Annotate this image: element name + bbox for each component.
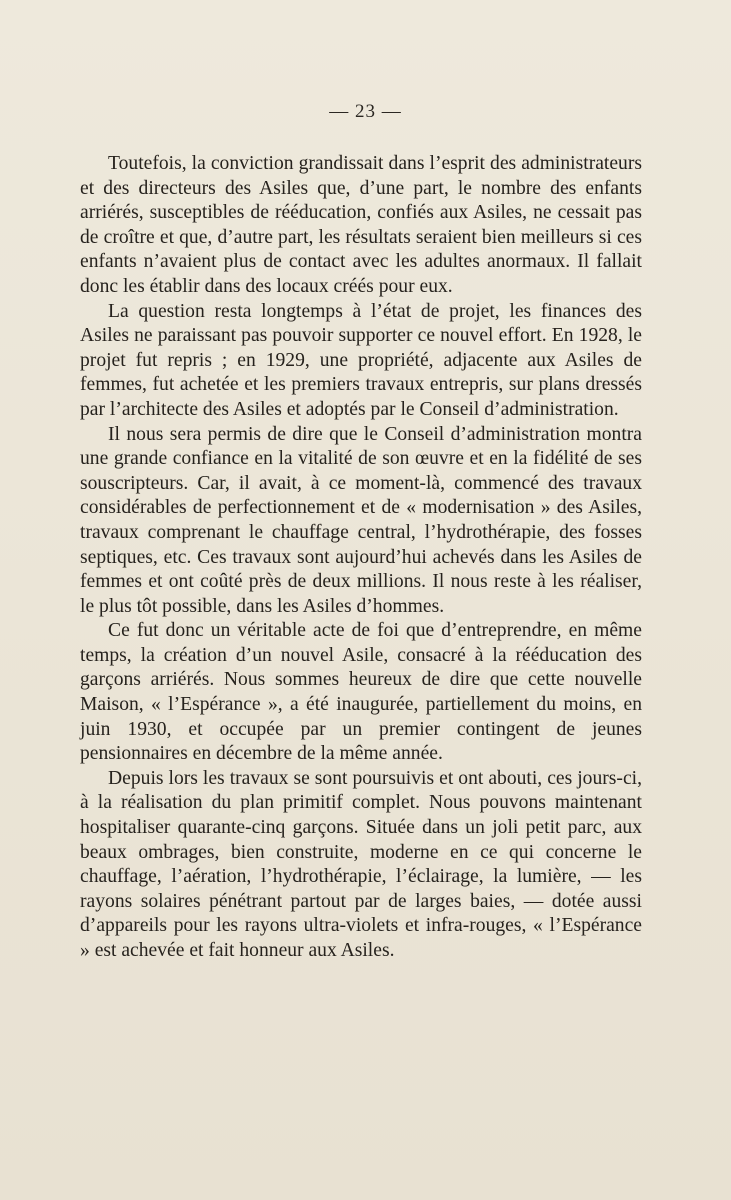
body-text bbox=[80, 152, 642, 964]
paragraph-4: Ce fut donc un véritable acte de foi que d’entreprendre, en même temps, la création d’un nouvel Asile, consacré à la rééducation des garçons arriérés. Nous sommes heureux de dire que cette nouvelle Maison, « l’Espérance », a été inaugurée, partiellement du moins, en juin 1930, et occupée par un premier contingent de jeunes pensionnaires en décembre de la même année. bbox=[80, 620, 642, 765]
page-number: — 23 — bbox=[329, 101, 402, 122]
paragraph-1: Toutefois, la conviction grandissait dans l’esprit des administrateurs et des directeurs des Asiles que, d’une part, le nombre des enfants arriérés, susceptibles de rééducation, confiés aux Asiles, ne cessait pas de croître et que, d’autre part, les résultats seraient bien meilleurs si ces enfants n’avaient plus de contact avec les adultes anormaux. Il fallait donc les établir dans des locaux créés pour eux. bbox=[80, 153, 642, 297]
paragraph-5: Depuis lors les travaux se sont poursuivis et ont abouti, ces jours-ci, à la réalisation du plan primitif complet. Nous pouvons maintenant hospitaliser quarante-cinq garçons. Située dans un joli petit parc, aux beaux ombrages, bien construite, moderne en ce qui concerne le chauffage, l’aération, l’hydrothérapie, l’éclairage, la lumière, — les rayons solaires pénétrant partout par de larges baies, — dotée aussi d’appareils pour les rayons ultra-violets et infra-rouges, « l’Espérance » est achevée et fait honneur aux Asiles. bbox=[80, 767, 642, 961]
paragraph-3: Il nous sera permis de dire que le Conseil d’administration montra une grande confiance en la vitalité de son œuvre et en la fidélité de ses souscripteurs. Car, il avait, à ce moment-là, commencé des travaux considérables de perfectionnement et de « modernisation » des Asiles, travaux comprenant le chauffage central, l’hydrothérapie, des fosses septiques, etc. Ces travaux sont aujourd’hui achevés dans les Asiles de femmes et ont coûté près de deux millions. Il nous reste à les réaliser, le plus tôt possible, dans les Asiles d’hommes. bbox=[80, 423, 642, 617]
paragraph-2: La question resta longtemps à l’état de projet, les finances des Asiles ne paraissant pas pouvoir supporter ce nouvel effort. En 1928, le projet fut repris ; en 1929, une propriété, adjacente aux Asiles de femmes, fut achetée et les premiers travaux entrepris, sur plans dressés par l’architecte des Asiles et adoptés par le Conseil d’administration. bbox=[80, 300, 642, 420]
